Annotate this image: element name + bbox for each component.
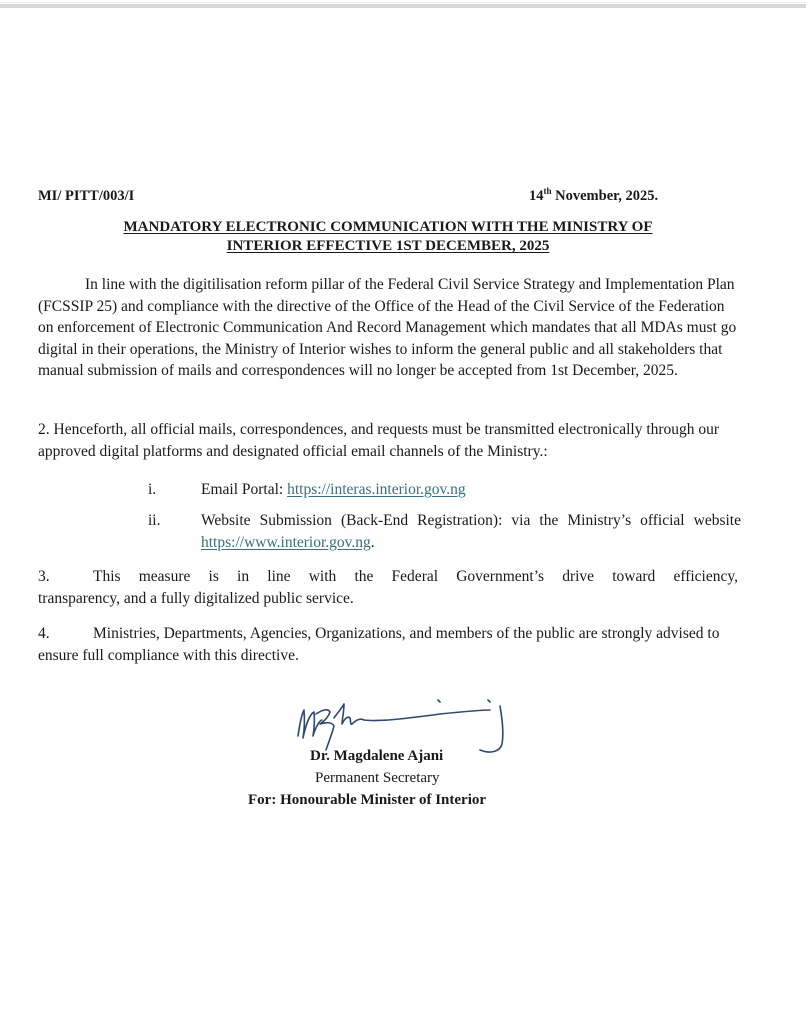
signatory-on-behalf: For: Honourable Minister of Interior — [248, 792, 487, 808]
top-scroll-bar — [0, 4, 806, 8]
title-line-2: INTERIOR EFFECTIVE 1ST DECEMBER, 2025 — [226, 238, 550, 254]
reference-number: MI/ PITT/003/I — [38, 188, 135, 204]
list-marker-1: i. — [148, 481, 157, 498]
document-title — [38, 218, 738, 256]
paragraph-3-line-1 — [38, 566, 738, 588]
website-link[interactable]: https://www.interior.gov.ng — [201, 533, 371, 551]
paragraph-4 — [38, 623, 738, 666]
email-portal-link[interactable]: https://interas.interior.gov.ng — [287, 481, 466, 498]
list-item-1-text: Email Portal: — [201, 481, 288, 498]
paragraph-3 — [38, 566, 738, 609]
paragraph-2: 2. Henceforth, all official mails, correspondences, and requests must be transmitted electronically through our approved digital platforms and designated official email channels of the Ministry.: — [38, 421, 720, 460]
title-line-1: MANDATORY ELECTRONIC COMMUNICATION WITH THE MINISTRY OF — [123, 219, 653, 235]
paragraph-1 — [38, 274, 738, 382]
list-item-website-submission — [201, 510, 741, 553]
paragraph-3-number: 3. — [38, 568, 50, 585]
list-item-2-after: . — [370, 533, 375, 551]
list-item-email-portal — [201, 479, 741, 501]
signatory-role: Permanent Secretary — [315, 770, 440, 786]
date-day-suffix: th — [543, 186, 552, 196]
list-item-2-text: Website Submission (Back-End Registration): via the Ministry’s official website — [201, 512, 741, 529]
signatory-name: Dr. Magdalene Ajani — [310, 748, 444, 764]
paragraph-3-line-1-text: This measure is in line with the Federal Government’s drive toward efficiency, — [93, 568, 738, 585]
paragraph-4-number: 4. — [38, 625, 50, 642]
date-day: 14 — [529, 188, 544, 204]
date-rest: November, 2025. — [551, 188, 659, 204]
letter-date — [529, 188, 658, 205]
list-marker-2: ii. — [148, 512, 161, 529]
paragraph-3-line-2: transparency, and a fully digitalized public service. — [38, 589, 354, 607]
paragraph-1-text: In line with the digitilisation reform pillar of the Federal Civil Service Strategy and Implementation Plan (FCSSIP 25) and compliance with the directive of the Office of the Head of the Civil Service of the Federation on enforcement of Electronic Communication And Record Management which mandates that all MDAs must go digital in their operations, the Ministry of Interior wishes to inform the general public and all stakeholders that manual submission of mails and correspondences will no longer be accepted from 1st December, 2025. — [38, 276, 737, 380]
top-edge-line — [0, 2, 806, 3]
paragraph-4-text: Ministries, Departments, Agencies, Organizations, and members of the public are strongly advised to ensure full compliance with this directive. — [38, 625, 720, 664]
